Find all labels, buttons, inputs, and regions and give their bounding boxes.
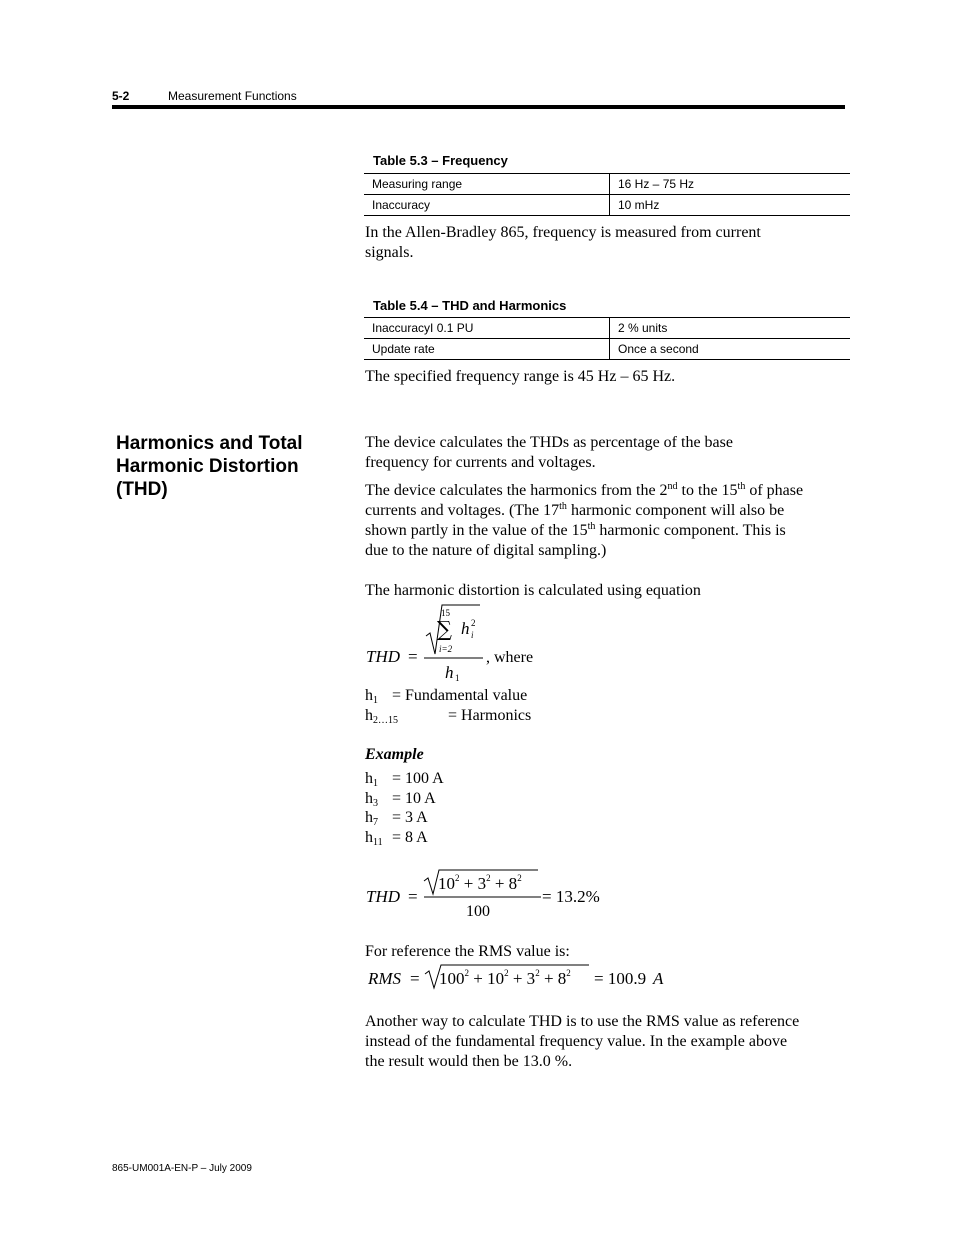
example-value-h11-text: = 8 A <box>392 829 428 846</box>
formula-equals: = <box>410 969 420 988</box>
definition-fundamental: $h_1$ <box>365 687 378 706</box>
example-value-h3-text: = 10 A <box>392 790 436 807</box>
table-frequency-caption: Table 5.3 – Frequency <box>373 153 508 168</box>
table-cell: Once a second <box>610 339 851 360</box>
header-rule <box>112 105 845 109</box>
harmonic-term-exponent: 2 <box>471 618 476 628</box>
formula-trailer: , where <box>486 649 534 666</box>
example-value-h11: $h_{11}$ <box>365 829 383 848</box>
table-thd <box>364 317 850 360</box>
table-row <box>364 174 850 195</box>
table-cell: 10 mHz <box>610 195 851 216</box>
table-row <box>364 195 850 216</box>
definition-harmonics-text: = Harmonics <box>448 707 532 724</box>
rms-formula <box>364 958 684 994</box>
sigma-icon: ∑ <box>437 617 452 641</box>
paragraph-harmonics: The device calculates the harmonics from the 2nd to the 15th of phase currents and voltages. (The 17th harmonic component will also be shown partly in the value of the 15th harmonic component. This is due to the nature of digital sampling.) <box>365 481 804 559</box>
example-value-h3: $h_3$ <box>365 790 378 809</box>
table-cell: Update rate <box>364 339 610 360</box>
paragraph-thd-intro: The device calculates the THDs as percentage of the base frequency for currents and voltages. <box>365 434 733 471</box>
denominator: h <box>445 663 454 682</box>
page-number: 5-2 <box>112 89 130 103</box>
table-cell: InaccuracyI 0.1 PU <box>364 318 610 339</box>
thd-formula <box>362 600 562 686</box>
formula-equals: = <box>408 887 418 906</box>
example-value-h1-text: = 100 A <box>392 770 444 787</box>
harmonic-term-index: i <box>471 630 474 640</box>
definition-harmonics: $h_{2\dots 15}$ <box>365 707 398 726</box>
sum-upper-limit: 15 <box>441 608 450 618</box>
formula-lhs: THD <box>366 647 401 666</box>
definition-fundamental-text: = Fundamental value <box>392 687 528 704</box>
paragraph-frequency: In the Allen-Bradley 865, frequency is measured from current signals. <box>365 224 761 261</box>
table-cell: Inaccuracy <box>364 195 610 216</box>
formula-result: = 13.2% <box>542 887 600 906</box>
table-row <box>364 339 850 360</box>
example-heading: Example <box>365 746 424 763</box>
formula-equals: = <box>408 647 418 666</box>
sum-lower-limit: i=2 <box>439 644 453 654</box>
paragraph-frequency-range: The specified frequency range is 45 Hz – 65 Hz. <box>365 368 676 385</box>
document-footer: 865-UM001A-EN-P – July 2009 <box>112 1163 252 1174</box>
section-heading: Harmonics and Total Harmonic Distortion (THD) <box>116 433 303 500</box>
denominator: 100 <box>466 903 490 920</box>
formula-unit: A <box>653 969 664 988</box>
table-thd-caption: Table 5.4 – THD and Harmonics <box>373 298 567 313</box>
thd-example-formula <box>362 864 622 924</box>
example-value-h7: $h_7$ <box>365 809 378 828</box>
table-cell: Measuring range <box>364 174 610 195</box>
formula-result: = 100.9 <box>594 969 647 988</box>
radicand: $100^2 + 10^2 + 3^2 + 8^2$ <box>439 968 571 988</box>
table-cell: 2 % units <box>610 318 851 339</box>
harmonic-term: h <box>461 619 470 638</box>
section-title: Measurement Functions <box>168 89 297 103</box>
example-value-h1: $h_1$ <box>365 770 378 789</box>
paragraph-alternative: Another way to calculate THD is to use the RMS value as reference instead of the fundamental frequency value. In the example above the result would then be 13.0 %. <box>365 1013 800 1070</box>
table-row <box>364 318 850 339</box>
paragraph-rms-reference: For reference the RMS value is: <box>365 943 570 960</box>
table-frequency <box>364 173 850 216</box>
paragraph-equation-intro: The harmonic distortion is calculated using equation <box>365 582 701 599</box>
example-value-h7-text: = 3 A <box>392 809 428 826</box>
formula-lhs: THD <box>366 887 401 906</box>
formula-lhs: RMS <box>368 969 402 988</box>
numerator: $10^2 + 3^2 + 8^2$ <box>438 873 522 893</box>
denominator-index: 1 <box>455 673 460 683</box>
table-cell: 16 Hz – 75 Hz <box>610 174 851 195</box>
